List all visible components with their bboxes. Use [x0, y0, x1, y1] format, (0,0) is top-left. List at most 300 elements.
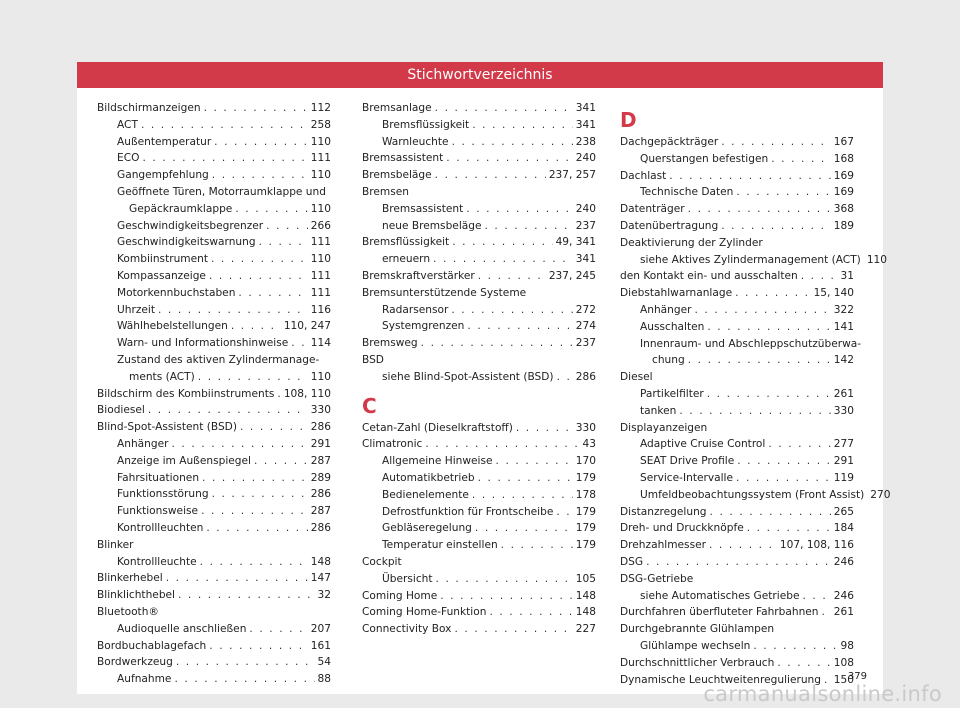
- entry-term: Aufnahme: [117, 673, 172, 686]
- entry-page-ref: 110: [310, 253, 331, 266]
- entry-term: BSD: [362, 353, 384, 366]
- index-entry: [362, 335, 596, 352]
- entry-page-ref: 111: [310, 152, 331, 165]
- entry-page-ref: 266: [310, 219, 331, 232]
- entry-term: Systemgrenzen: [382, 320, 465, 333]
- entry-page-ref: 189: [833, 219, 854, 232]
- index-entry: [620, 235, 854, 252]
- index-entry: [362, 436, 596, 453]
- dot-leader: [446, 150, 572, 167]
- dot-leader: [211, 251, 308, 268]
- index-subentry: [362, 571, 596, 588]
- dot-leader: [669, 168, 830, 185]
- dot-leader: [166, 570, 308, 587]
- dot-leader: [209, 638, 307, 655]
- index-subentry: [362, 504, 596, 521]
- entry-term: Biodiesel: [97, 404, 145, 417]
- entry-term: Durchgebrannte Glühlampen: [620, 623, 775, 636]
- index-subentry: [97, 184, 331, 201]
- index-subentry: [362, 201, 596, 218]
- entry-page-ref: 246: [833, 589, 854, 602]
- index-subentry: [97, 251, 331, 268]
- entry-term: Bildschirm des Kombiinstruments: [97, 387, 275, 400]
- watermark: carmanualsonline.info: [703, 682, 942, 706]
- entry-page-ref: 148: [575, 589, 596, 602]
- entry-term: ments (ACT): [129, 370, 195, 383]
- entry-term: Dreh- und Druckknöpfe: [620, 522, 744, 535]
- dot-leader: [557, 369, 573, 386]
- dot-leader: [231, 318, 281, 335]
- index-subentry: [97, 218, 331, 235]
- dot-leader: [771, 151, 831, 168]
- entry-term: chung: [652, 354, 685, 367]
- dot-leader: [435, 167, 546, 184]
- entry-term: DSG: [620, 555, 644, 568]
- entry-page-ref: 238: [575, 135, 596, 148]
- dot-leader: [646, 554, 831, 571]
- entry-page-ref: 287: [310, 454, 331, 467]
- entry-page-ref: 112: [310, 102, 331, 114]
- index-subentry: [620, 252, 888, 269]
- index-subentry: [97, 201, 331, 218]
- entry-page-ref: 168: [833, 152, 854, 165]
- entry-page-ref: 341: [575, 118, 596, 131]
- index-subentry: [97, 671, 331, 688]
- dot-leader: [501, 537, 573, 554]
- index-subentry: [362, 369, 596, 386]
- entry-page-ref: 110: [310, 169, 331, 182]
- entry-term: Geschwindigkeitsbegrenzer: [117, 219, 264, 232]
- entry-term: Bremsanlage: [362, 102, 432, 114]
- dot-leader: [436, 571, 573, 588]
- index-entry: [362, 621, 596, 638]
- index-entry: [97, 638, 331, 655]
- dot-leader: [467, 318, 572, 335]
- entry-page-ref: 286: [575, 370, 596, 383]
- index-entry: [97, 587, 331, 604]
- entry-term: Bremsweg: [362, 337, 418, 350]
- index-subentry: [362, 134, 596, 151]
- entry-term: Displayanzeigen: [620, 421, 708, 434]
- entry-term: Diebstahlwarnanlage: [620, 287, 733, 300]
- index-entry: [620, 168, 854, 185]
- dot-leader: [421, 335, 573, 352]
- index-entry: [362, 285, 596, 302]
- index-entry: [620, 134, 854, 151]
- entry-term: Cockpit: [362, 555, 402, 568]
- index-letter-heading: C: [362, 393, 377, 418]
- dot-leader: [485, 218, 573, 235]
- entry-page-ref: 179: [575, 522, 596, 535]
- dot-leader: [472, 487, 573, 504]
- index-entry: [620, 537, 854, 554]
- entry-term: Bremsassistent: [382, 202, 464, 215]
- dot-leader: [141, 117, 308, 134]
- entry-term: Übersicht: [382, 572, 433, 585]
- index-subentry: [362, 251, 596, 268]
- entry-term: neue Bremsbeläge: [382, 219, 482, 232]
- entry-term: Durchfahren überfluteter Fahrbahnen: [620, 606, 819, 619]
- entry-term: Bremsunterstützende Systeme: [362, 286, 527, 299]
- index-entry: [362, 268, 596, 285]
- index-subentry: [97, 554, 331, 571]
- dot-leader: [489, 604, 572, 621]
- index-entry: [362, 150, 596, 167]
- dot-leader: [737, 453, 831, 470]
- index-subentry: [97, 150, 331, 167]
- entry-term: Glühlampe wechseln: [640, 639, 751, 652]
- dot-leader: [777, 655, 830, 672]
- entry-page-ref: 49, 341: [555, 236, 596, 249]
- index-entry: [620, 420, 854, 437]
- section-header: Stichwortverzeichnis: [77, 62, 883, 88]
- dot-leader: [747, 520, 831, 537]
- entry-term: Dachgepäckträger: [620, 136, 719, 148]
- entry-page-ref: 272: [575, 303, 596, 316]
- entry-page-ref: 240: [575, 202, 596, 215]
- dot-leader: [452, 234, 552, 251]
- entry-term: Bildschirmanzeigen: [97, 102, 201, 114]
- entry-term: Anzeige im Außenspiegel: [117, 454, 251, 467]
- index-entry: [620, 520, 854, 537]
- index-entry: [97, 386, 331, 403]
- dot-leader: [694, 302, 830, 319]
- entry-page-ref: 178: [575, 488, 596, 501]
- entry-term: Blind-Spot-Assistent (BSD): [97, 421, 237, 434]
- dot-leader: [451, 302, 572, 319]
- entry-page-ref: 237, 245: [548, 269, 596, 282]
- entry-term: Zustand des aktiven Zylindermanage-: [117, 353, 320, 366]
- entry-page-ref: 291: [310, 437, 331, 450]
- index-entry: [362, 554, 596, 571]
- entry-term: Bordwerkzeug: [97, 656, 173, 669]
- index-entry: [97, 100, 331, 117]
- entry-term: Kombiinstrument: [117, 253, 208, 266]
- entry-page-ref: 368: [833, 203, 854, 216]
- entry-page-ref: 111: [310, 269, 331, 282]
- entry-term: Coming Home: [362, 589, 438, 602]
- entry-page-ref: 261: [833, 387, 854, 400]
- index-subentry: [97, 520, 331, 537]
- index-entry: [620, 369, 854, 386]
- entry-term: Bremsflüssigkeit: [382, 118, 470, 131]
- entry-term: Distanzregelung: [620, 505, 707, 518]
- index-subentry: [620, 319, 854, 336]
- index-subentry: [97, 134, 331, 151]
- dot-leader: [212, 486, 308, 503]
- entry-term: Blinkerhebel: [97, 572, 163, 585]
- entry-term: Datenträger: [620, 203, 685, 216]
- entry-term: erneuern: [382, 253, 431, 266]
- dot-leader: [176, 654, 315, 671]
- entry-page-ref: 110: [310, 135, 331, 148]
- index-subentry: [97, 486, 331, 503]
- entry-page-ref: 258: [310, 118, 331, 131]
- index-entry: [362, 604, 596, 621]
- dot-leader: [174, 671, 314, 688]
- entry-page-ref: 179: [575, 505, 596, 518]
- entry-term: Funktionsweise: [117, 505, 199, 518]
- dot-leader: [440, 588, 573, 605]
- index-entry: [362, 100, 596, 117]
- entry-page-ref: 88: [317, 673, 331, 686]
- dot-leader: [158, 302, 308, 319]
- entry-page-ref: 114: [310, 337, 331, 350]
- entry-term: SEAT Drive Profile: [640, 455, 735, 468]
- entry-term: Anhänger: [640, 303, 692, 316]
- entry-term: Warnleuchte: [382, 135, 449, 148]
- entry-page-ref: 289: [310, 471, 331, 484]
- dot-leader: [688, 201, 831, 218]
- entry-page-ref: 207: [310, 622, 331, 635]
- entry-page-ref: 341: [575, 102, 596, 114]
- entry-page-ref: 142: [833, 354, 854, 367]
- entry-term: DSG-Getriebe: [620, 572, 694, 585]
- entry-term: Drehzahlmesser: [620, 539, 706, 552]
- index-subentry: [97, 268, 331, 285]
- entry-term: Bremsflüssigkeit: [362, 236, 450, 249]
- entry-page-ref: 161: [310, 639, 331, 652]
- dot-leader: [707, 386, 831, 403]
- index-subentry: [620, 151, 854, 168]
- entry-term: Kompassanzeige: [117, 269, 206, 282]
- index-entry: [362, 234, 596, 251]
- index-entry: [97, 402, 331, 419]
- entry-term: Service-Intervalle: [640, 471, 734, 484]
- entry-term: Blinker: [97, 538, 134, 551]
- dot-leader: [803, 588, 831, 605]
- entry-term: Umfeldbeobachtungssystem (Front Assist): [640, 488, 865, 501]
- dot-leader: [212, 167, 308, 184]
- entry-page-ref: 341: [575, 253, 596, 266]
- index-entry: [97, 654, 331, 671]
- entry-term: siehe Aktives Zylindermanagement (ACT): [640, 253, 861, 266]
- dot-leader: [206, 520, 307, 537]
- dot-leader: [201, 503, 308, 520]
- entry-term: Cetan-Zahl (Dieselkraftstoff): [362, 421, 513, 434]
- dot-leader: [822, 604, 831, 621]
- entry-page-ref: 15, 140: [813, 287, 854, 300]
- entry-term: Deaktivierung der Zylinder: [620, 236, 763, 249]
- dot-leader: [259, 234, 308, 251]
- entry-term: Bedienelemente: [382, 488, 469, 501]
- entry-page-ref: 111: [310, 236, 331, 249]
- dot-leader: [200, 554, 308, 571]
- dot-leader: [478, 268, 546, 285]
- index-subentry: [362, 117, 596, 134]
- entry-term: Dynamische Leuchtweitenregulierung: [620, 673, 821, 686]
- entry-page-ref: 169: [833, 186, 854, 199]
- entry-term: Temperatur einstellen: [382, 539, 498, 552]
- entry-term: Fahrsituationen: [117, 471, 200, 484]
- entry-page-ref: 108: [833, 656, 854, 669]
- dot-leader: [235, 201, 307, 218]
- entry-page-ref: 184: [833, 522, 854, 535]
- entry-page-ref: 237, 257: [548, 169, 596, 182]
- dot-leader: [204, 100, 308, 117]
- index-subentry: [362, 302, 596, 319]
- dot-leader: [556, 504, 572, 521]
- entry-term: Diesel: [620, 371, 653, 384]
- entry-term: Uhrzeit: [117, 303, 155, 316]
- entry-term: Gepäckraumklappe: [129, 202, 233, 215]
- dot-leader: [240, 419, 308, 436]
- entry-page-ref: 227: [575, 623, 596, 636]
- entry-term: Bordbuchablagefach: [97, 639, 207, 652]
- dot-leader: [472, 117, 573, 134]
- entry-page-ref: 119: [833, 471, 854, 484]
- dot-leader: [202, 470, 308, 487]
- index-subentry: [97, 117, 331, 134]
- index-subentry: [620, 470, 854, 487]
- index-entry: [362, 184, 596, 201]
- dot-leader: [277, 386, 280, 403]
- index-column-1: [97, 100, 331, 688]
- entry-term: Warn- und Informationshinweise: [117, 337, 289, 350]
- index-page: [77, 62, 891, 694]
- dot-leader: [496, 453, 573, 470]
- index-subentry: [362, 470, 596, 487]
- entry-page-ref: 265: [833, 505, 854, 518]
- index-subentry: [620, 302, 854, 319]
- entry-page-ref: 179: [575, 471, 596, 484]
- entry-term: Motorkennbuchstaben: [117, 286, 236, 299]
- entry-page-ref: 167: [833, 136, 854, 148]
- index-subentry: [97, 621, 331, 638]
- entry-page-ref: 286: [310, 521, 331, 534]
- entry-term: Dachlast: [620, 169, 667, 182]
- entry-page-ref: 110: [866, 253, 888, 266]
- entry-page-ref: 330: [310, 404, 331, 417]
- dot-leader: [516, 420, 573, 437]
- dot-leader: [454, 621, 572, 638]
- index-entry: [362, 352, 596, 369]
- entry-page-ref: 170: [575, 455, 596, 468]
- dot-leader: [148, 402, 308, 419]
- index-subentry: [97, 436, 331, 453]
- index-subentry: [620, 436, 854, 453]
- entry-page-ref: 147: [310, 572, 331, 585]
- dot-leader: [238, 285, 307, 302]
- index-subentry: [620, 403, 854, 420]
- dot-leader: [709, 537, 777, 554]
- entry-term: Bremsen: [362, 185, 409, 198]
- entry-page-ref: 107, 108, 116: [779, 539, 854, 552]
- index-entry: [620, 554, 854, 571]
- entry-term: Technische Daten: [640, 186, 734, 199]
- entry-page-ref: 240: [575, 152, 596, 165]
- index-entry: [620, 571, 854, 588]
- dot-leader: [679, 403, 830, 420]
- page-number: 379: [847, 671, 867, 682]
- entry-term: Wählhebelstellungen: [117, 320, 228, 333]
- entry-term: Querstangen befestigen: [640, 152, 769, 165]
- entry-term: Bremsbeläge: [362, 169, 432, 182]
- index-entry: [362, 167, 596, 184]
- index-subentry: [620, 453, 854, 470]
- dot-leader: [735, 285, 810, 302]
- entry-page-ref: 110: [310, 202, 331, 215]
- index-subentry: [97, 285, 331, 302]
- entry-term: Audioquelle anschließen: [117, 622, 247, 635]
- entry-term: Bremsassistent: [362, 152, 444, 165]
- index-entry: [362, 588, 596, 605]
- dot-leader: [171, 436, 307, 453]
- entry-page-ref: 105: [575, 572, 596, 585]
- entry-term: den Kontakt ein- und ausschalten: [620, 270, 798, 283]
- entry-term: Funktionsstörung: [117, 488, 209, 501]
- index-subentry: [97, 335, 331, 352]
- entry-page-ref: 148: [575, 606, 596, 619]
- index-subentry: [620, 336, 862, 353]
- index-subentry: [620, 487, 891, 504]
- dot-leader: [753, 638, 837, 655]
- entry-page-ref: 43: [582, 438, 596, 451]
- dot-leader: [178, 587, 315, 604]
- entry-term: Allgemeine Hinweise: [382, 455, 493, 468]
- entry-page-ref: 179: [575, 539, 596, 552]
- index-subentry: [97, 503, 331, 520]
- index-entry: [97, 604, 331, 621]
- dot-leader: [721, 218, 831, 235]
- index-subentry: [97, 453, 331, 470]
- entry-term: Gebläseregelung: [382, 522, 472, 535]
- index-subentry: [362, 487, 596, 504]
- dot-leader: [254, 453, 308, 470]
- entry-page-ref: 237: [575, 337, 596, 350]
- index-entry: [620, 218, 854, 235]
- index-entry: [620, 604, 854, 621]
- dot-leader: [452, 134, 573, 151]
- dot-leader: [142, 150, 307, 167]
- index-entry: [97, 537, 331, 554]
- dot-leader: [736, 470, 831, 487]
- entry-page-ref: 287: [310, 505, 331, 518]
- entry-page-ref: 108, 110: [283, 387, 331, 400]
- entry-term: Geöffnete Türen, Motorraumklappe und: [117, 185, 326, 198]
- index-subentry: [97, 234, 331, 251]
- entry-page-ref: 54: [317, 656, 331, 669]
- entry-term: Automatikbetrieb: [382, 471, 475, 484]
- entry-term: Bremskraftverstärker: [362, 269, 475, 282]
- entry-term: Blinklichthebel: [97, 589, 175, 602]
- index-subentry: [97, 352, 331, 369]
- index-entry: [97, 570, 331, 587]
- index-subentry: [620, 352, 854, 369]
- index-subentry: [362, 318, 596, 335]
- dot-leader: [425, 436, 579, 453]
- index-subentry: [97, 318, 331, 335]
- entry-term: ECO: [117, 152, 140, 165]
- entry-term: tanken: [640, 404, 677, 417]
- entry-page-ref: 322: [833, 303, 854, 316]
- entry-page-ref: 148: [310, 555, 331, 568]
- entry-page-ref: 261: [833, 606, 854, 619]
- entry-page-ref: 330: [575, 421, 596, 434]
- index-entry: [620, 621, 854, 638]
- index-entry: [620, 504, 854, 521]
- index-subentry: [362, 453, 596, 470]
- index-letter-heading: D: [620, 108, 637, 132]
- dot-leader: [475, 520, 573, 537]
- entry-page-ref: 237: [575, 219, 596, 232]
- index-entry: [97, 419, 331, 436]
- entry-page-ref: 98: [840, 639, 854, 652]
- entry-term: Defrostfunktion für Frontscheibe: [382, 505, 554, 518]
- index-subentry: [620, 386, 854, 403]
- index-subentry: [620, 184, 854, 201]
- dot-leader: [435, 100, 573, 117]
